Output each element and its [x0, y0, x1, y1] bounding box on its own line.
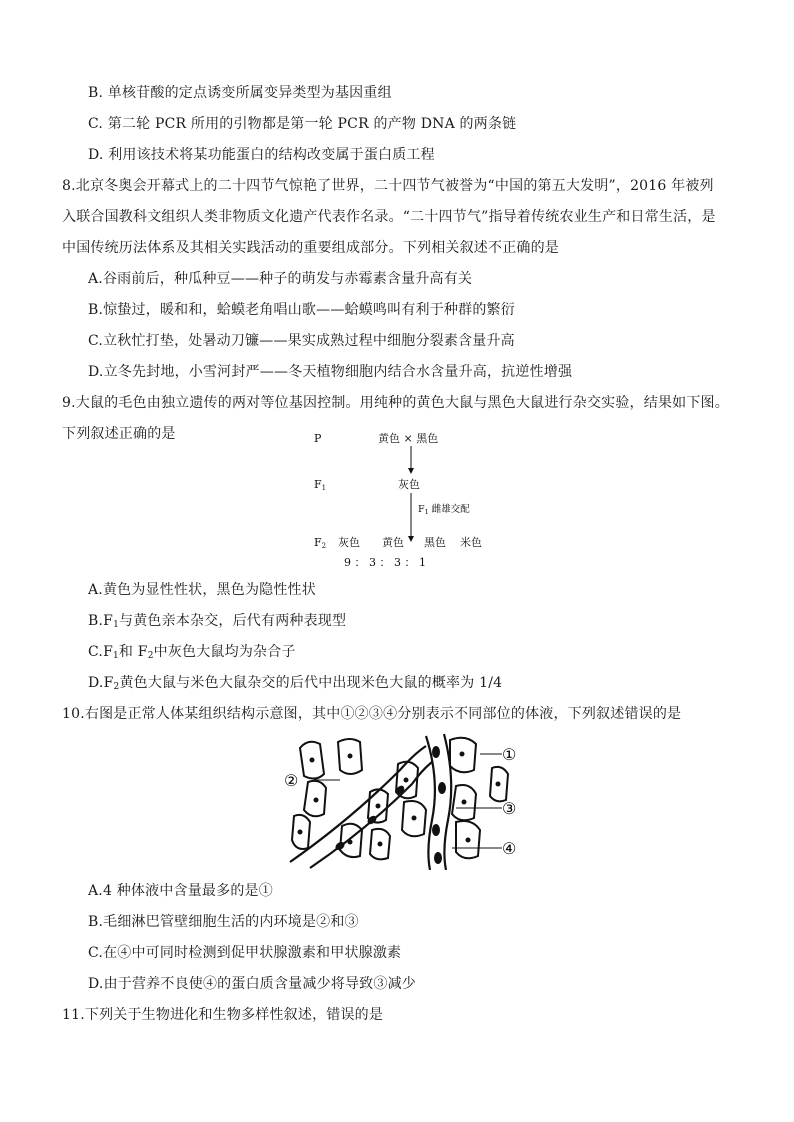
q9-option-d: $D.F_2$黄色大鼠与米色大鼠杂交的后代中出现米色大鼠的概率为 1/4	[88, 675, 503, 692]
q7-option-c: C. 第二轮 PCR 所用的引物都是第一轮 PCR 的产物 DNA 的两条链	[88, 116, 517, 132]
f2-ratio: 9 ： 3 ： 3 ： 1	[344, 556, 426, 569]
p-label: P	[314, 432, 322, 445]
capillary	[426, 734, 451, 870]
q8-option-c: C.立秋忙打垫，处暑动刀镰——果实成熟过程中细胞分裂素含量升高	[88, 333, 515, 349]
cell-nuclei	[298, 752, 501, 847]
f1-label: F1	[314, 478, 327, 492]
q8-option-a: A.谷雨前后，种瓜种豆——种子的萌发与赤霉素含量升高有关	[88, 271, 473, 287]
q9-option-a: A.黄色为显性性状，黑色为隐性性状	[88, 582, 316, 598]
q8-stem-line3: 中国传统历法体系及其相关实践活动的重要组成部分。下列相关叙述不正确的是	[62, 240, 559, 256]
q9-stem-line2: 下列叙述正确的是	[62, 426, 176, 442]
f2-phenotype-black: 黑色	[424, 536, 446, 549]
f2-phenotype-cream: 米色	[460, 536, 482, 549]
p-to-f1-arrowhead	[408, 468, 414, 474]
f1-mating-note: $F_1$ 雌雄交配	[418, 504, 470, 516]
q8-option-d: D.立冬先封地，小雪河封严——冬天植物细胞内结合水含量升高，抗逆性增强	[88, 364, 573, 380]
q8-option-b: B.惊蛰过，暖和和，蛤蟆老角唱山歌——蛤蟆鸣叫有利于种群的繁衍	[88, 302, 515, 318]
f2-phenotype-yellow: 黄色	[382, 536, 404, 549]
tissue-structure-diagram	[280, 730, 530, 870]
label-1: ①	[502, 745, 517, 764]
label-4: ④	[502, 839, 517, 858]
f2-label: F2	[314, 536, 327, 550]
q9-stem-line1: 9.大鼠的毛色由独立遗传的两对等位基因控制。用纯种的黄色大鼠与黑色大鼠进行杂交实验，结果如下图。	[62, 395, 729, 411]
f1-to-f2-arrowhead	[408, 536, 414, 542]
genetic-cross-diagram	[308, 428, 498, 570]
q8-stem-line2: 入联合国教科文组织人类非物质文化遗产代表作名录。“二十四节气”指导着传统农业生产和日常生活，是	[62, 209, 716, 225]
q10-stem: 10.右图是正常人体某组织结构示意图，其中①②③④分别表示不同部位的体液，下列叙述错误的是	[62, 706, 682, 722]
p-cross-text: 黄色 × 黑色	[378, 432, 439, 445]
label-3: ③	[502, 799, 517, 818]
q7-option-d: D. 利用该技术将某功能蛋白的结构改变属于蛋白质工程	[88, 147, 435, 163]
q9-option-b: $B.F_1$与黄色亲本杂交，后代有两种表现型	[88, 613, 347, 630]
q11-stem: 11.下列关于生物进化和生物多样性叙述，错误的是	[62, 1007, 384, 1023]
q10-option-d: D.由于营养不良使④的蛋白质含量减少将导致③减少	[88, 976, 416, 992]
q10-option-b: B.毛细淋巴管壁细胞生活的内环境是②和③	[88, 914, 359, 930]
f1-phenotype: 灰色	[398, 478, 420, 491]
tissue-cells	[292, 738, 508, 860]
q10-option-a: A.4 种体液中含量最多的是①	[88, 883, 273, 899]
q9-option-c: $C.F_1$和 $F_2$中灰色大鼠均为杂合子	[88, 644, 296, 661]
q8-stem-line1: 8.北京冬奥会开幕式上的二十四节气惊艳了世界，二十四节气被誉为“中国的第五大发明”，2016 年被列	[62, 178, 714, 194]
label-2: ②	[284, 771, 299, 790]
q7-option-b: B. 单核苷酸的定点诱变所属变异类型为基因重组	[88, 85, 392, 101]
f2-phenotype-gray: 灰色	[338, 536, 360, 549]
q10-option-c: C.在④中可同时检测到促甲状腺激素和甲状腺激素	[88, 945, 402, 961]
